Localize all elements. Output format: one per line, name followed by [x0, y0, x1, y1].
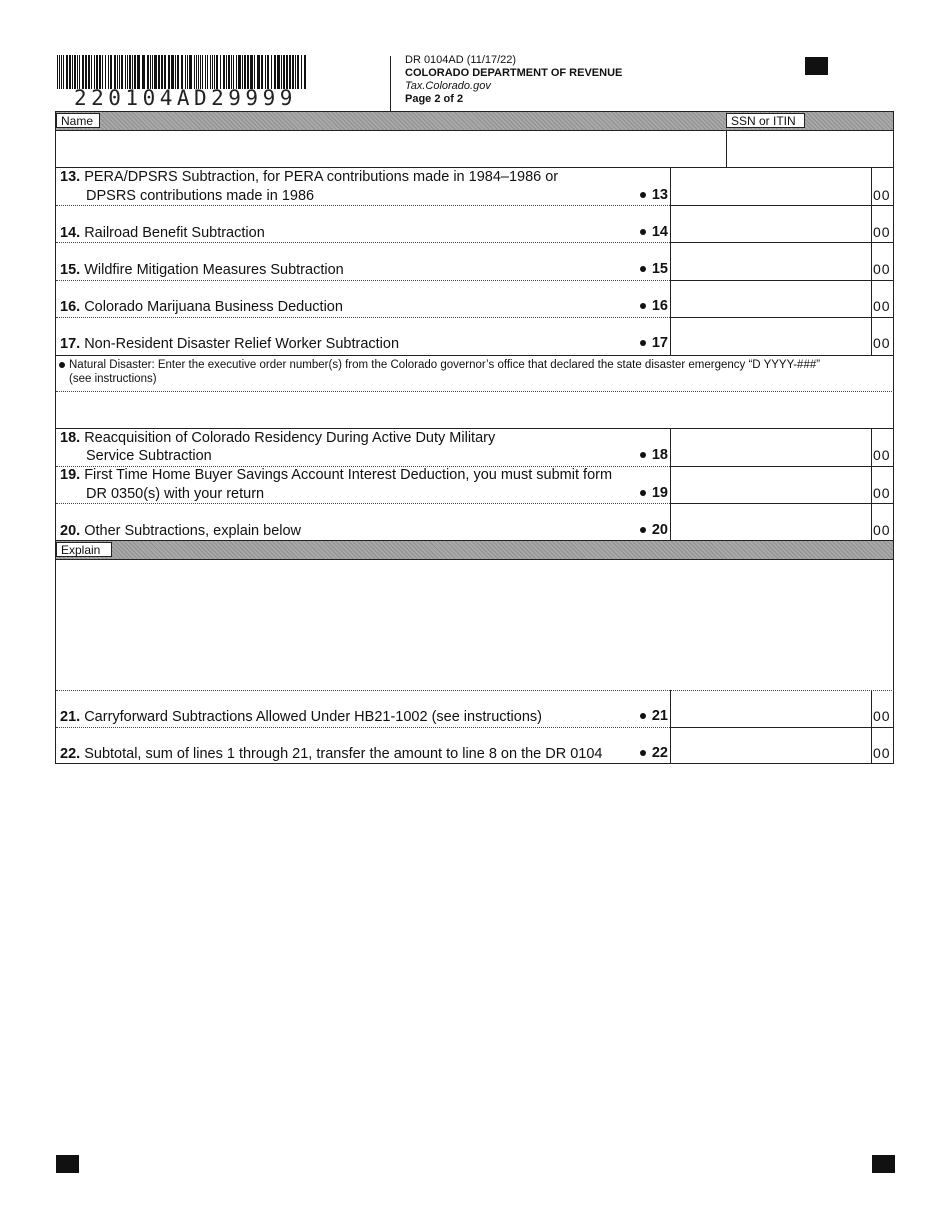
barcode-bar	[117, 55, 118, 89]
line-19-label-cont: DR 0350(s) with your return	[86, 486, 265, 502]
barcode-bar	[175, 55, 176, 89]
line-16-amount-input[interactable]	[671, 281, 870, 317]
line-21-label: 21. Carryforward Subtractions Allowed Under HB21-1002 (see instructions)	[60, 709, 542, 725]
barcode-bar	[82, 55, 84, 89]
line-13-cents: 00	[873, 187, 891, 203]
line-15-label: 15. Wildfire Mitigation Measures Subtraction	[60, 262, 344, 278]
barcode-bar	[94, 55, 95, 89]
barcode-bar	[164, 55, 166, 89]
barcode-bar	[125, 55, 126, 89]
name-label: Name	[56, 113, 100, 128]
line-22-cents: 00	[873, 745, 891, 761]
barcode-bar	[212, 55, 213, 89]
barcode-bar	[105, 55, 106, 89]
barcode-bar	[177, 55, 179, 89]
barcode-bar	[274, 55, 276, 89]
line-16-number: 16	[628, 298, 668, 314]
barcode-bar	[152, 55, 153, 89]
barcode-bar	[200, 55, 201, 89]
barcode-bar	[214, 55, 215, 89]
line-22-label: 22. Subtotal, sum of lines 1 through 21, transfer the amount to line 8 on the DR 0104	[60, 746, 603, 762]
line-20-label: 20. Other Subtractions, explain below	[60, 523, 302, 539]
line-22-number: 22	[628, 745, 668, 761]
barcode-bar	[168, 55, 170, 89]
line-19-label: 19. First Time Home Buyer Savings Account Interest Deduction, you must submit form	[60, 467, 613, 483]
barcode-bar	[244, 55, 246, 89]
form-header	[405, 54, 622, 106]
barcode-bar	[231, 55, 232, 89]
disaster-order-input[interactable]	[56, 392, 893, 427]
barcode-bar	[271, 55, 272, 89]
explain-label: Explain	[56, 542, 112, 557]
barcode-bar	[158, 55, 160, 89]
barcode-bar	[228, 55, 230, 89]
barcode-bar	[202, 55, 203, 89]
barcode-bar	[238, 55, 241, 89]
barcode-bar	[233, 55, 234, 89]
barcode-bar	[236, 55, 237, 89]
barcode-bar	[187, 55, 188, 89]
line-20-number: 20	[628, 522, 668, 538]
line-19-cents: 00	[873, 485, 891, 501]
barcode-bar	[189, 55, 192, 89]
barcode-bar	[292, 55, 294, 89]
line-21-cents: 00	[873, 708, 891, 724]
barcode-bar	[66, 55, 68, 89]
barcode-bar	[102, 55, 103, 89]
header-divider	[390, 56, 391, 112]
line-19-number: 19	[628, 485, 668, 501]
barcode-bar	[289, 55, 291, 89]
barcode-bar	[132, 55, 133, 89]
barcode-bar	[185, 55, 186, 89]
barcode-bar	[281, 55, 282, 89]
barcode	[57, 55, 309, 89]
barcode-bar	[254, 55, 255, 89]
line-18-label: 18. Reacquisition of Colorado Residency During Active Duty Military	[60, 430, 496, 446]
barcode-bar	[72, 55, 73, 89]
barcode-bar	[57, 55, 58, 89]
page-number: Page 2 of 2	[405, 93, 464, 105]
barcode-bar	[127, 55, 128, 89]
barcode-bar	[226, 55, 227, 89]
barcode-bar	[286, 55, 288, 89]
line-18-label-cont: Service Subtraction	[86, 448, 212, 464]
barcode-bar	[61, 55, 62, 89]
name-input[interactable]	[56, 131, 725, 167]
barcode-bar	[198, 55, 199, 89]
barcode-bar	[250, 55, 253, 89]
line-14-label: 14. Railroad Benefit Subtraction	[60, 225, 265, 241]
barcode-bar	[63, 55, 64, 89]
line-15-amount-input[interactable]	[671, 243, 870, 279]
line-20-cents: 00	[873, 522, 891, 538]
barcode-bar	[277, 55, 280, 89]
department-name: COLORADO DEPARTMENT OF REVENUE	[405, 67, 623, 79]
website: Tax.Colorado.gov	[405, 80, 491, 92]
registration-mark-bottom-right	[872, 1155, 895, 1173]
barcode-bar	[91, 55, 92, 89]
barcode-bar	[77, 55, 78, 89]
barcode-bar	[134, 55, 136, 89]
barcode-bar	[88, 55, 90, 89]
barcode-bar	[267, 55, 269, 89]
barcode-bar	[304, 55, 306, 89]
line-13-label-cont: DPSRS contributions made in 1986	[86, 188, 315, 204]
registration-mark-top-right	[805, 57, 828, 75]
line-13-amount-input[interactable]	[671, 168, 870, 205]
barcode-bar	[220, 55, 221, 89]
barcode-bar	[142, 55, 145, 89]
line-20-amount-input[interactable]	[671, 504, 870, 540]
barcode-bar	[137, 55, 140, 89]
barcode-bar	[265, 55, 266, 89]
ssn-label: SSN or ITIN	[726, 113, 805, 128]
barcode-bar	[69, 55, 71, 89]
barcode-bar	[283, 55, 285, 89]
line-21-amount-input[interactable]	[671, 691, 870, 726]
line-18-amount-input[interactable]	[671, 429, 870, 465]
line-22-amount-input[interactable]	[671, 728, 870, 762]
line-18-cents: 00	[873, 447, 891, 463]
barcode-bar	[295, 55, 296, 89]
explain-bar	[56, 541, 893, 559]
natural-disaster-note: Natural Disaster: Enter the executive order number(s) from the Colorado governor’s office that declared the state disaster emergency “D YYYY-###” (see instructions)	[59, 358, 889, 386]
line-17-label: 17. Non-Resident Disaster Relief Worker Subtraction	[60, 336, 400, 352]
barcode-bar	[96, 55, 98, 89]
barcode-bar	[59, 55, 60, 89]
barcode-bar	[196, 55, 197, 89]
barcode-number: 220104AD29999	[74, 86, 297, 110]
barcode-bar	[257, 55, 260, 89]
line-15-number: 15	[628, 261, 668, 277]
line-19-amount-input[interactable]	[671, 467, 870, 503]
barcode-bar	[216, 55, 218, 89]
barcode-bar	[205, 55, 206, 89]
barcode-bar	[194, 55, 195, 89]
line-17-amount-input[interactable]	[671, 318, 870, 354]
barcode-bar	[210, 55, 211, 89]
barcode-bar	[242, 55, 243, 89]
line-16-cents: 00	[873, 298, 891, 314]
barcode-bar	[119, 55, 120, 89]
line-17-number: 17	[628, 335, 668, 351]
barcode-bar	[99, 55, 101, 89]
barcode-bar	[301, 55, 302, 89]
ssn-input[interactable]	[727, 131, 893, 167]
barcode-bar	[110, 55, 112, 89]
barcode-bar	[223, 55, 225, 89]
line-14-number: 14	[628, 224, 668, 240]
line-18-number: 18	[628, 447, 668, 463]
registration-mark-bottom-left	[56, 1155, 79, 1173]
line-21-number: 21	[628, 708, 668, 724]
barcode-bar	[147, 55, 149, 89]
barcode-bar	[85, 55, 87, 89]
barcode-bar	[74, 55, 76, 89]
barcode-bar	[261, 55, 263, 89]
barcode-bar	[79, 55, 80, 89]
line-14-cents: 00	[873, 224, 891, 240]
barcode-bar	[108, 55, 109, 89]
line-17-cents: 00	[873, 335, 891, 351]
barcode-bar	[297, 55, 299, 89]
line-14-amount-input[interactable]	[671, 206, 870, 242]
barcode-bar	[121, 55, 123, 89]
line-13-label: 13. PERA/DPSRS Subtraction, for PERA contributions made in 1984–1986 or	[60, 169, 559, 185]
line-16-label: 16. Colorado Marijuana Business Deduction	[60, 299, 343, 315]
form-id: DR 0104AD (11/17/22)	[405, 54, 517, 66]
barcode-bar	[171, 55, 174, 89]
barcode-bar	[150, 55, 151, 89]
barcode-bar	[207, 55, 208, 89]
barcode-bar	[161, 55, 163, 89]
barcode-bar	[129, 55, 131, 89]
barcode-bar	[114, 55, 116, 89]
explain-input[interactable]	[56, 560, 893, 689]
barcode-bar	[154, 55, 157, 89]
barcode-bar	[247, 55, 249, 89]
barcode-bar	[181, 55, 183, 89]
line-15-cents: 00	[873, 261, 891, 277]
line-13-number: 13	[628, 187, 668, 203]
